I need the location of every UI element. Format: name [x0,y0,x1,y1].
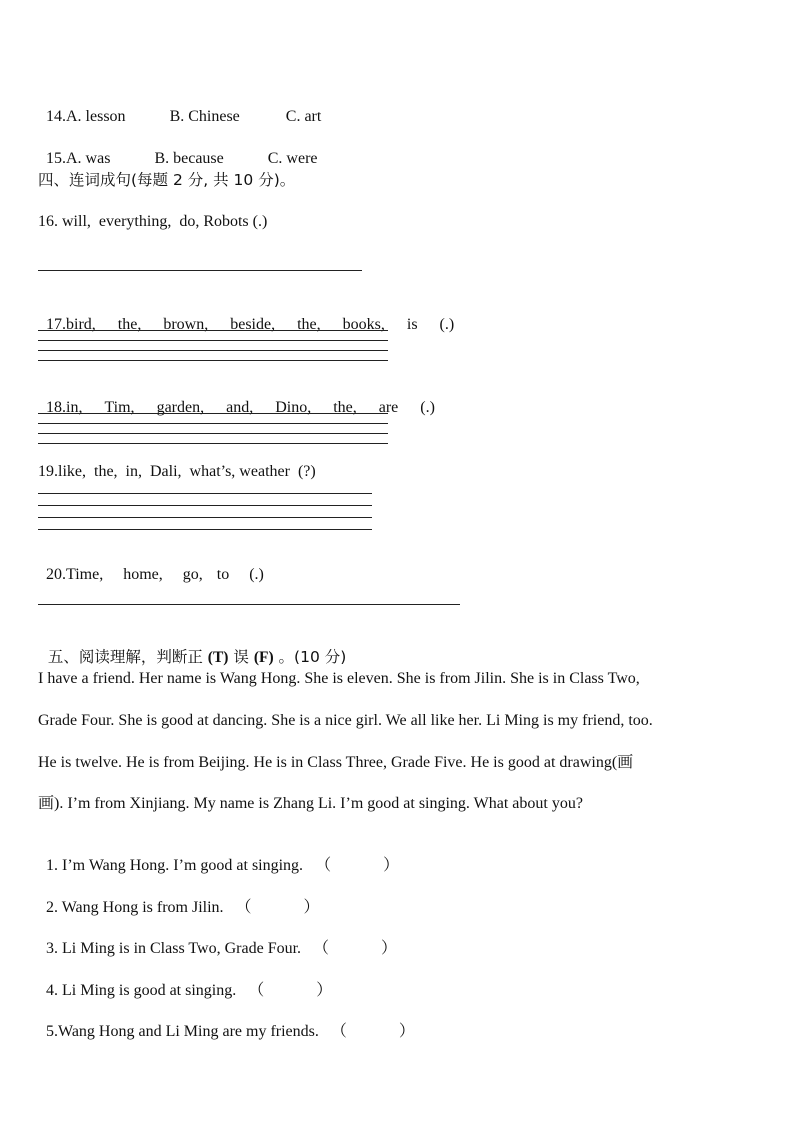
word: Tim, [104,399,135,416]
question-17 [38,295,454,335]
word: the, [117,316,142,333]
statement-text: 3. Li Ming is in Class Two, Grade Four. [46,940,302,957]
passage-line: He is twelve. He is from Beijing. He is in Class Three, Grade Five. He is good at drawing(画 [38,754,634,771]
word: and, [226,399,254,416]
option-c: C. art [285,108,322,125]
passage-line: Grade Four. She is good at dancing. She is a nice girl. We all like her. Li Ming is my friend, too. [38,712,653,729]
word: books, [342,316,385,333]
statement-5 [38,1002,415,1042]
answer-line [38,604,460,605]
answer-paren-open: （ [313,940,330,957]
answer-line [38,360,388,361]
answer-line [38,270,362,271]
question-18 [38,378,435,418]
answer-paren-close: ） [381,940,398,957]
statement-text: 1. I’m Wang Hong. I’m good at singing. [46,857,304,874]
statement-1 [38,836,399,876]
option-a: A. was [66,150,111,167]
statement-text: 4. Li Ming is good at singing. [46,982,237,999]
answer-line [38,505,372,506]
option-c: C. were [267,150,318,167]
answer-paren-close: ） [383,857,400,874]
word: brown, [163,316,209,333]
word: (.) [249,566,264,583]
question-16: 16. will, everything, do, Robots (.) [38,213,268,230]
answer-line [38,493,372,494]
question-20 [38,545,264,585]
title-text: 五、阅读理解，判断正 [47,648,208,666]
statement-text: 2. Wang Hong is from Jilin. [46,899,224,916]
question-number: 14. [46,108,66,125]
answer-paren-open: （ [330,1023,347,1040]
answer-paren-open: （ [235,899,252,916]
word: garden, [156,399,205,416]
title-text: 误 [228,648,254,666]
answer-paren-open: （ [315,857,332,874]
answer-line [38,330,388,331]
question-14 [38,87,321,127]
question-number: 15. [46,150,66,167]
question-number: 17. [46,316,66,333]
answer-line [38,350,388,351]
word: Time, [66,566,104,583]
word: the, [297,316,321,333]
statement-text: 5.Wang Hong and Li Ming are my friends. [46,1023,319,1040]
word: to [216,566,230,583]
word: are [378,399,399,416]
word: go, [182,566,203,583]
question-number: 18. [46,399,66,416]
word: Dino, [275,399,312,416]
answer-paren-close: ） [398,1023,415,1040]
word: bird, [66,316,96,333]
word: home, [123,566,163,583]
word: (.) [420,399,435,416]
section-4-title: 四、连词成句(每题 2 分, 共 10 分)。 [38,171,296,189]
word: (.) [439,316,455,333]
true-marker: (T) [207,649,229,666]
section-5-title [38,627,346,668]
answer-line [38,413,388,414]
passage-line: 画). I’m from Xinjiang. My name is Zhang Li. I’m good at singing. What about you? [38,795,583,812]
question-15 [38,129,318,169]
word: in, [66,399,83,416]
answer-line [38,340,388,341]
word: is [406,316,418,333]
statement-3 [38,919,397,959]
question-number: 20. [46,566,66,583]
answer-line [38,423,388,424]
answer-line [38,443,388,444]
option-a: A. lesson [66,108,126,125]
word: the, [333,399,357,416]
statement-4 [38,961,332,1001]
title-text: 。(10 分) [273,648,347,666]
option-b: B. Chinese [169,108,240,125]
false-marker: (F) [253,649,274,666]
question-19: 19.like, the, in, Dali, what’s, weather (?) [38,463,316,480]
statement-2 [38,878,320,918]
answer-line [38,517,372,518]
answer-paren-open: （ [248,982,265,999]
answer-paren-close: ） [316,982,333,999]
passage-line: I have a friend. Her name is Wang Hong. She is eleven. She is from Jilin. She is in Class Two, [38,670,640,687]
option-b: B. because [154,150,224,167]
answer-line [38,529,372,530]
word: beside, [230,316,276,333]
answer-line [38,433,388,434]
answer-paren-close: ） [303,899,320,916]
